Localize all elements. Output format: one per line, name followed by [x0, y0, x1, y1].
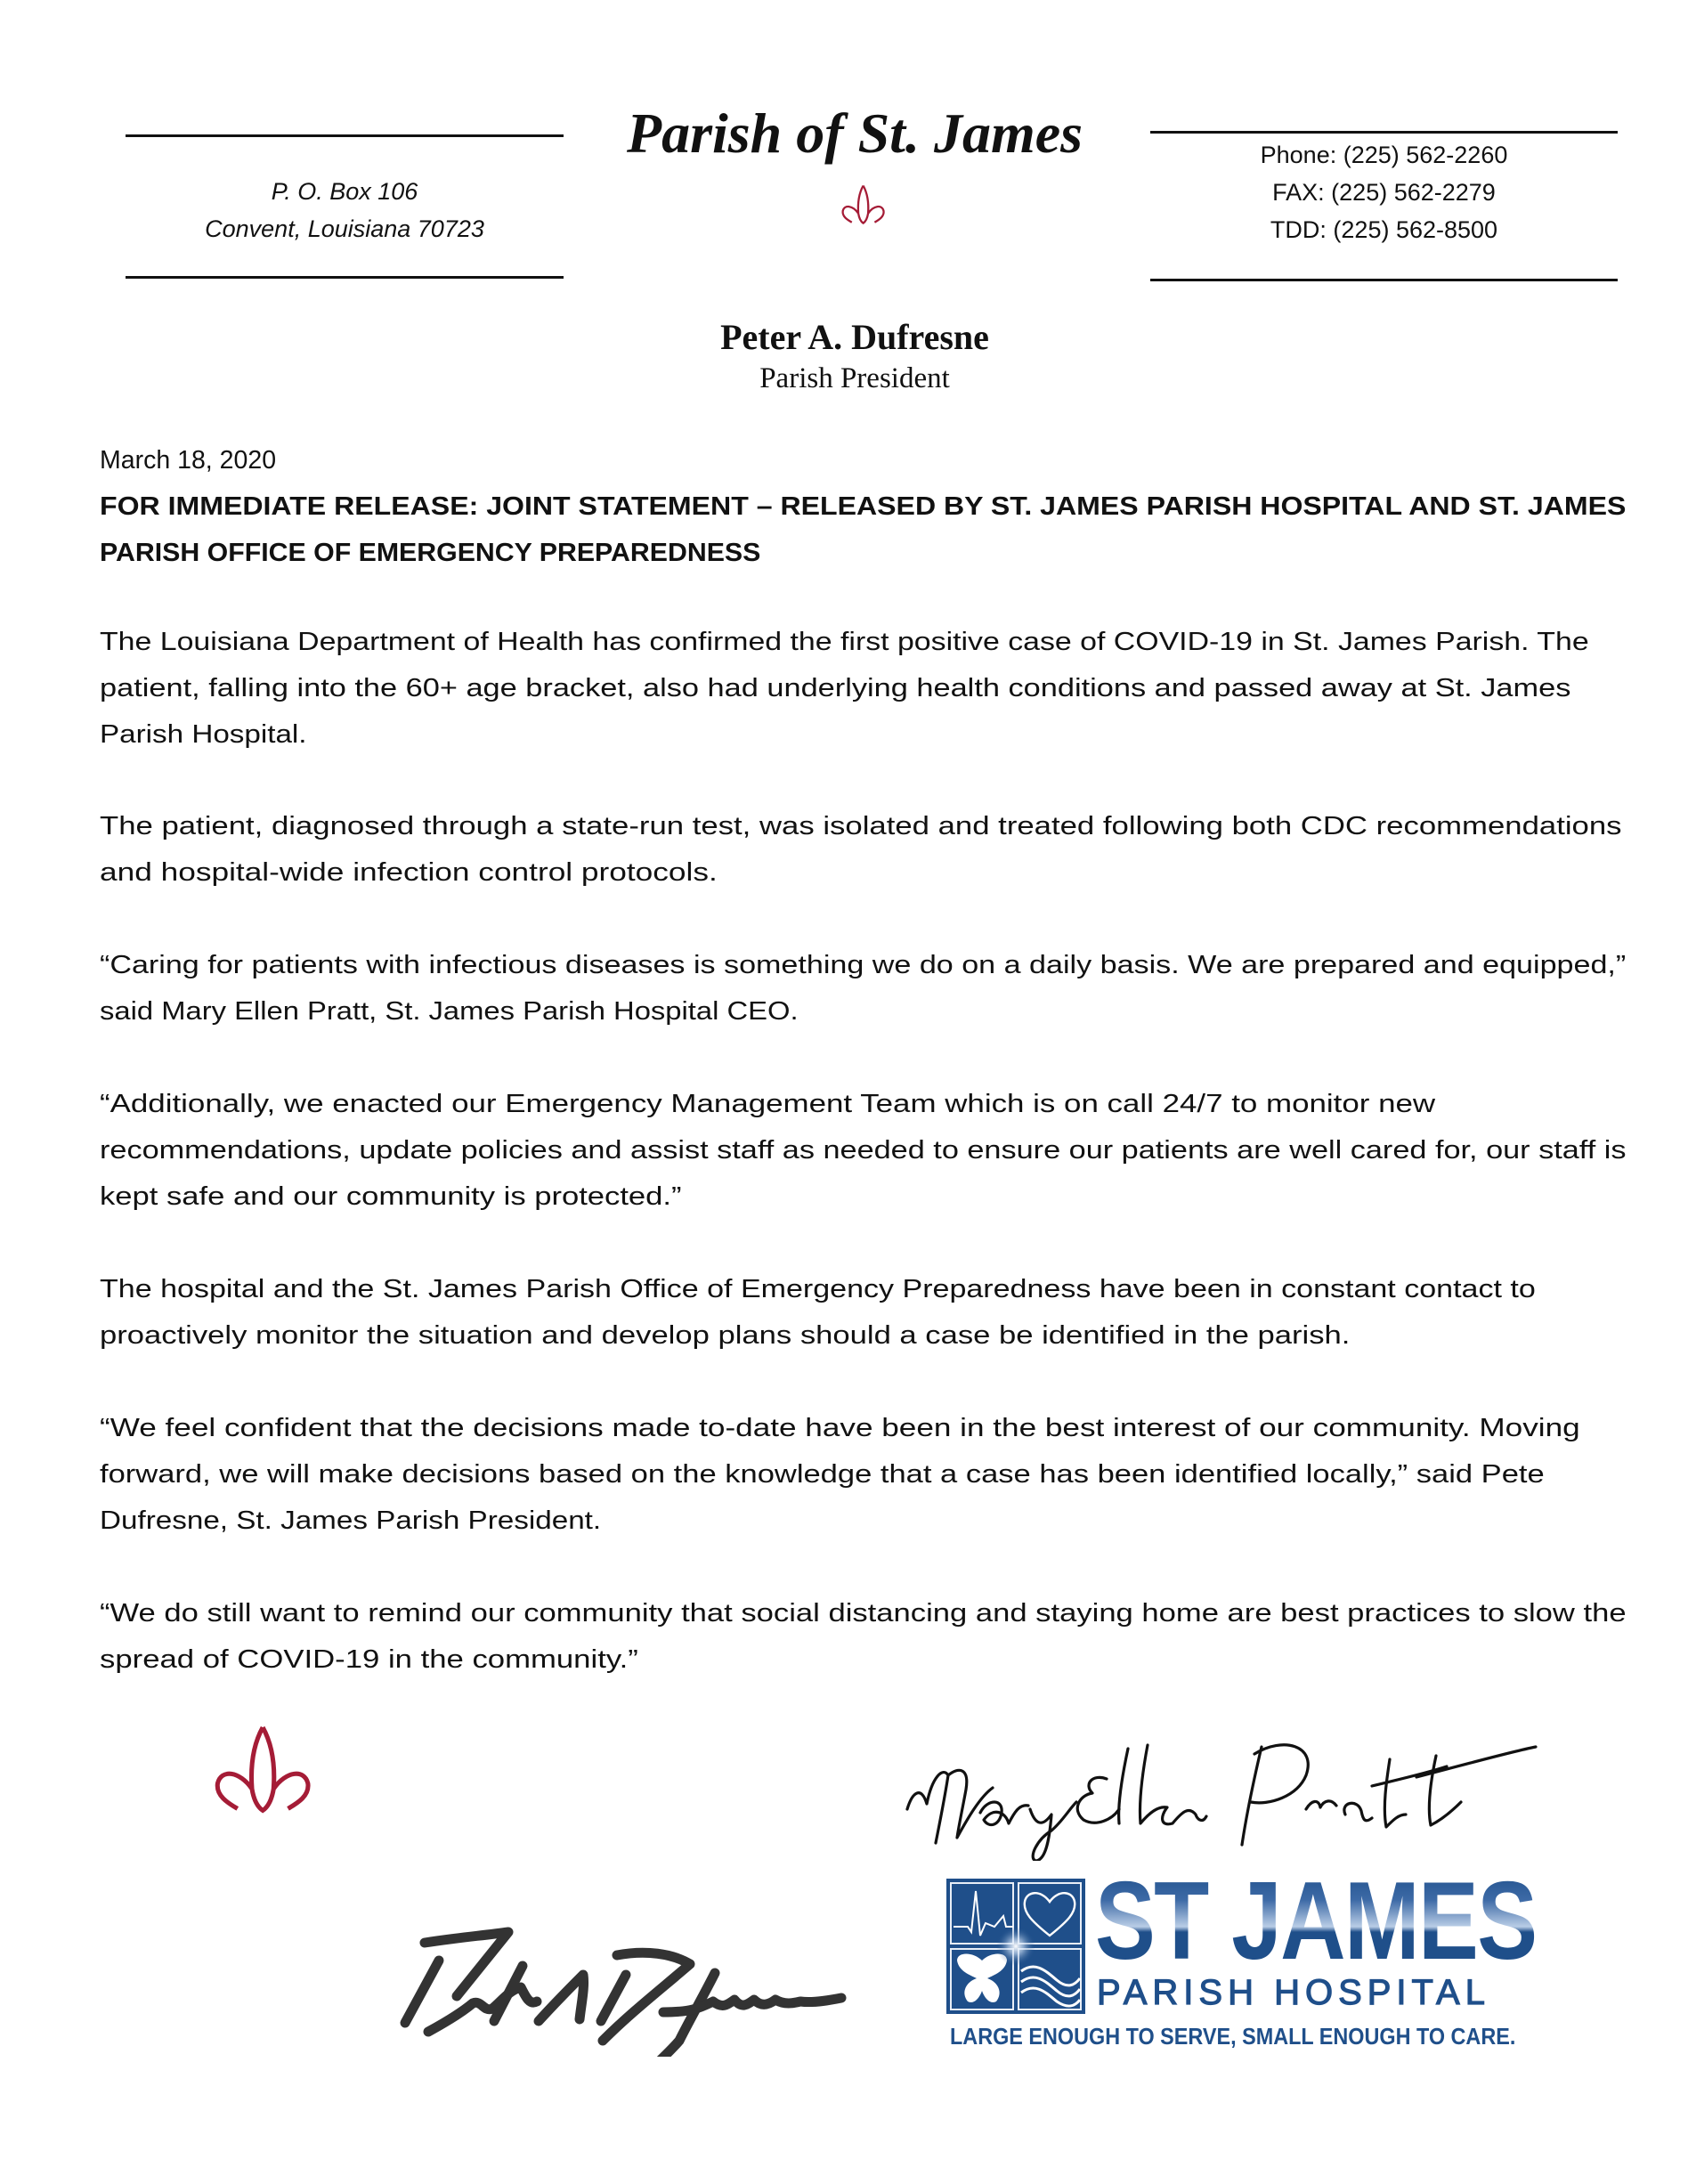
paragraph-line: said Mary Ellen Pratt, St. James Parish Hospital CEO.: [100, 997, 799, 1026]
president-signature-icon: [396, 1888, 850, 2057]
release-heading-line-2: PARISH OFFICE OF EMERGENCY PREPAREDNESS: [100, 539, 761, 567]
header-rule-left-top: [126, 134, 564, 137]
paragraph-line: The patient, diagnosed through a state-run test, was isolated and treated following both CDC recommendations: [100, 812, 1622, 840]
paragraph-line: “Caring for patients with infectious diseases is something we do on a daily basis. We are prepared and equipped,”: [100, 951, 1627, 979]
paragraph-line: proactively monitor the situation and develop plans should a case be identified in the parish.: [100, 1321, 1351, 1350]
paragraph-line: spread of COVID-19 in the community.”: [100, 1645, 638, 1674]
president-name: Peter A. Dufresne: [720, 317, 989, 357]
hospital-logo: [944, 1860, 1537, 2053]
address-line-2: Convent, Louisiana 70723: [205, 215, 484, 242]
ceo-signature-icon: [895, 1727, 1571, 1861]
paragraph-line: “We do still want to remind our community that social distancing and staying home are best practices to slow the: [100, 1599, 1627, 1628]
parish-seal-large: [125, 1717, 383, 2042]
release-date: March 18, 2020: [100, 446, 277, 475]
header-rule-right-top: [1150, 131, 1618, 134]
paragraph-line: recommendations, update policies and assist staff as needed to ensure our patients are well cared for, our staff is: [100, 1136, 1627, 1165]
address-line-1: P. O. Box 106: [271, 178, 418, 205]
paragraph-line: The hospital and the St. James Parish Office of Emergency Preparedness have been in constant contact to: [100, 1275, 1536, 1303]
hospital-name-line-2: PARISH HOSPITAL: [1097, 1973, 1490, 2012]
letterhead-title: Parish of St. James: [626, 101, 1083, 165]
paragraph-line: The Louisiana Department of Health has confirmed the first positive case of COVID-19 in St. James Parish. The: [100, 628, 1589, 656]
president-signature: [396, 1888, 850, 2057]
paragraph-line: patient, falling into the 60+ age bracket, also had underlying health conditions and passed away at St. James: [100, 674, 1571, 702]
paragraph-line: Parish Hospital.: [100, 720, 307, 749]
paragraph-line: and hospital-wide infection control protocols.: [100, 858, 718, 887]
fax-number: FAX: (225) 562-2279: [1272, 179, 1496, 206]
header-rule-left-bottom: [126, 276, 564, 279]
hospital-name-line-1: ST JAMES: [1095, 1860, 1537, 1983]
paragraph-line: “Additionally, we enacted our Emergency Management Team which is on call 24/7 to monitor new: [100, 1090, 1436, 1118]
header-rule-right-bottom: [1150, 279, 1618, 281]
hospital-icon-grid: [946, 1879, 1085, 2014]
hospital-tagline: LARGE ENOUGH TO SERVE, SMALL ENOUGH TO CARE.: [950, 2023, 1516, 2050]
parish-seal-icon: [783, 181, 935, 328]
paragraph-line: kept safe and our community is protected.”: [100, 1182, 682, 1211]
ceo-signature: [895, 1727, 1571, 1861]
paragraph-line: forward, we will make decisions based on the knowledge that a case has been identified locally,” said Pete: [100, 1460, 1545, 1489]
president-title: Parish President: [759, 362, 950, 394]
parish-seal-small: [783, 181, 935, 328]
paragraph-line: “We feel confident that the decisions made to-date have been in the best interest of our community. Moving: [100, 1414, 1580, 1442]
release-heading-line-1: FOR IMMEDIATE RELEASE: JOINT STATEMENT – RELEASED BY ST. JAMES PARISH HOSPITAL AND ST. JAMES: [100, 492, 1627, 521]
parish-seal-icon: [125, 1717, 383, 2042]
paragraph-line: Dufresne, St. James Parish President.: [100, 1506, 602, 1535]
phone-number: Phone: (225) 562-2260: [1260, 142, 1508, 168]
tdd-number: TDD: (225) 562-8500: [1270, 216, 1498, 243]
